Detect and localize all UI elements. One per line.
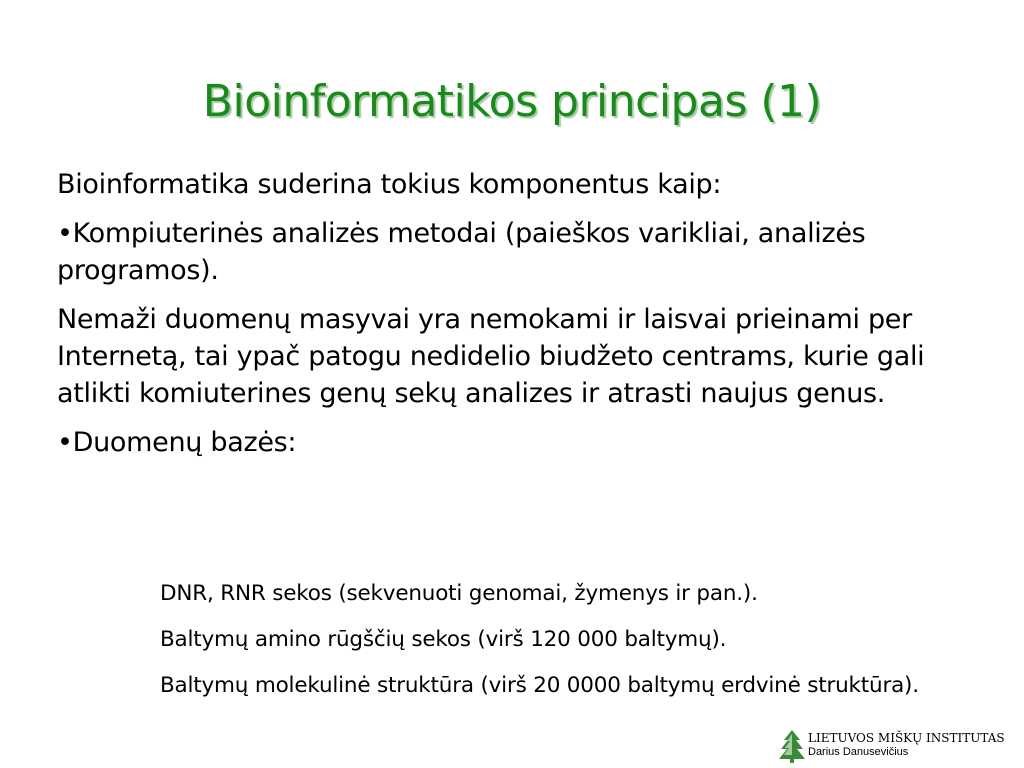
database-item: Baltymų amino rūgščių sekos (virš 120 000 baltymų). — [160, 627, 727, 652]
fir-tree-logo-icon — [778, 729, 806, 763]
slide-title: Bioinformatikos principas (1) — [202, 76, 822, 127]
bullet-databases: •Duomenų bazės: — [57, 427, 297, 458]
slide-body — [57, 166, 977, 473]
database-list — [160, 578, 940, 716]
bullet-computer-methods: •Kompiuterinės analizės metodai (paieškos varikliai, analizės programos). — [57, 218, 866, 286]
author-name: Darius Danusevičius — [808, 746, 909, 758]
data-availability-paragraph: Nemaži duomenų masyvai yra nemokami ir laisvai prieinami per Internetą, tai ypač patogu nedidelio biudžeto centrams, kurie gali atlikti komiuterines genų sekų analizes ir atrasti naujus genus. — [57, 304, 925, 409]
database-item: DNR, RNR sekos (sekvenuoti genomai, žymenys ir pan.). — [160, 581, 758, 606]
footer — [778, 729, 1018, 765]
database-item: Baltymų molekulinė struktūra (virš 20 0000 baltymų erdvinė struktūra). — [160, 673, 919, 698]
institute-name: LIETUVOS MIŠKŲ INSTITUTAS — [808, 731, 1005, 745]
intro-text: Bioinformatika suderina tokius komponentus kaip: — [57, 169, 722, 200]
